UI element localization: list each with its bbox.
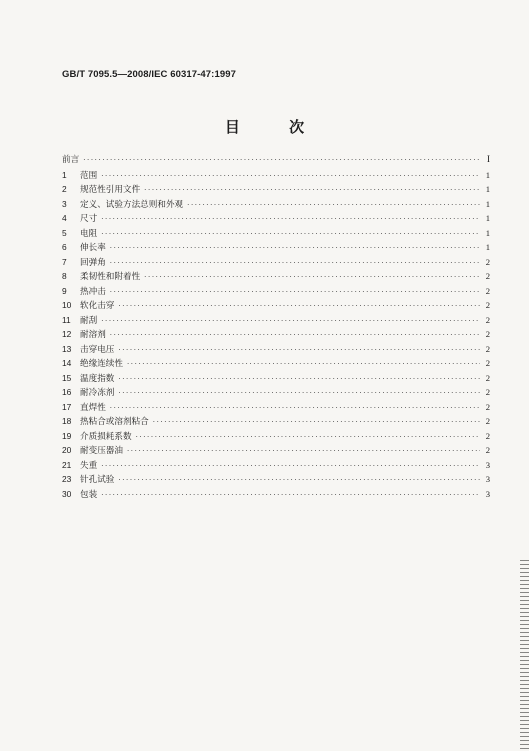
toc-leader-dots (153, 415, 480, 430)
toc-entry-label: 尺寸 (80, 214, 98, 224)
toc-entry-list (62, 168, 490, 502)
toc-entry-number: 8 (62, 271, 67, 281)
toc-leader-dots (144, 183, 480, 198)
toc-entry-number: 7 (62, 256, 67, 267)
toc-entry-page: 3 (485, 459, 490, 470)
toc-leader-dots (101, 488, 480, 503)
toc-entry-label: 定义、试验方法总则和外观 (80, 199, 184, 210)
toc-leader-dots (101, 459, 480, 474)
toc-entry-number: 30 (62, 488, 72, 499)
toc-entry[interactable] (62, 429, 490, 444)
table-of-contents (62, 153, 490, 501)
toc-leader-dots (110, 401, 480, 416)
toc-leader-dots (101, 169, 480, 184)
toc-leader-dots (110, 256, 480, 271)
toc-entry[interactable] (62, 385, 490, 400)
toc-entry-page: 1 (485, 227, 490, 238)
toc-entry-number: 15 (62, 372, 72, 383)
toc-entry-page: 2 (485, 387, 490, 397)
toc-entry[interactable] (62, 342, 490, 357)
toc-entry-label: 直焊性 (80, 402, 106, 413)
toc-entry-number: 3 (62, 198, 67, 209)
toc-leader-dots (118, 299, 480, 314)
scan-edge-artifact (520, 560, 529, 751)
toc-entry-label: 柔韧性和附着性 (80, 272, 141, 282)
toc-entry[interactable] (62, 371, 490, 386)
toc-entry-page: 1 (485, 184, 490, 194)
toc-entry-page: 3 (485, 488, 490, 499)
toc-entry[interactable] (62, 327, 490, 342)
toc-entry-label: 规范性引用文件 (80, 185, 141, 195)
toc-entry-number: 11 (62, 314, 71, 325)
toc-leader-dots (136, 430, 480, 445)
toc-entry[interactable] (62, 356, 490, 371)
toc-entry-label: 耐溶剂 (80, 330, 106, 340)
toc-entry[interactable] (62, 298, 490, 313)
toc-entry-number: 21 (62, 459, 72, 470)
toc-entry-page: 2 (485, 372, 490, 383)
toc-entry-number: 1 (62, 169, 67, 180)
toc-entry[interactable] (62, 182, 490, 197)
toc-leader-dots (144, 270, 480, 285)
toc-entry[interactable] (62, 487, 490, 502)
toc-entry-label: 介质损耗系数 (80, 431, 132, 442)
toc-entry-label: 热粘合或溶剂粘合 (80, 417, 149, 427)
toc-entry[interactable] (62, 226, 490, 241)
toc-leader-dots (187, 198, 480, 213)
toc-entry-page: 2 (485, 430, 490, 441)
standard-code-header: GB/T 7095.5—2008/IEC 60317-47:1997 (62, 69, 236, 80)
toc-entry-label: 范围 (80, 170, 98, 181)
toc-entry-page: 2 (485, 271, 490, 281)
toc-entry-number: 23 (62, 474, 72, 484)
toc-entry-page: 2 (485, 314, 490, 325)
toc-entry-page: 1 (485, 213, 490, 223)
toc-entry-page: 1 (485, 242, 490, 252)
toc-entry-label: 温度指数 (80, 373, 115, 384)
toc-entry-number: 18 (62, 416, 72, 426)
toc-leader-dots (110, 241, 480, 256)
toc-entry-page: 2 (485, 329, 490, 339)
toc-entry[interactable] (62, 269, 490, 284)
toc-entry-number: 12 (62, 329, 72, 339)
toc-entry-page: 2 (485, 256, 490, 267)
toc-entry-number: 17 (62, 401, 72, 412)
toc-entry-number: 2 (62, 184, 67, 194)
toc-entry-number: 20 (62, 445, 72, 455)
toc-leader-dots (127, 444, 480, 459)
toc-entry-number: 16 (62, 387, 72, 397)
toc-entry-preface[interactable] (62, 153, 490, 168)
toc-entry[interactable] (62, 168, 490, 183)
toc-entry-page: 2 (485, 343, 490, 354)
toc-leader-dots (118, 343, 480, 358)
toc-entry-label: 软化击穿 (80, 301, 115, 311)
toc-entry-label: 失重 (80, 460, 98, 471)
toc-entry-page: 2 (485, 358, 490, 368)
toc-entry-page: 1 (485, 198, 490, 209)
toc-entry-number: 14 (62, 358, 72, 368)
toc-entry-page: 2 (485, 300, 490, 310)
toc-entry-label: 伸长率 (80, 243, 106, 253)
toc-entry-label: 电阻 (80, 228, 98, 239)
toc-entry[interactable] (62, 414, 490, 429)
toc-entry-label: 包装 (80, 489, 98, 500)
toc-entry-label: 绝缘连续性 (80, 359, 123, 369)
toc-entry-number: 13 (62, 343, 72, 354)
toc-entry[interactable] (62, 472, 490, 487)
toc-entry[interactable] (62, 458, 490, 473)
toc-entry-label: 耐变压器油 (80, 446, 123, 456)
toc-leader-dots (110, 328, 480, 343)
toc-entry-page: 3 (485, 474, 490, 484)
toc-entry-label: 回弹角 (80, 257, 106, 268)
toc-entry[interactable] (62, 443, 490, 458)
toc-entry-label: 耐刮 (80, 315, 98, 326)
toc-leader-dots (118, 386, 480, 401)
toc-entry-page: 2 (485, 285, 490, 296)
toc-entry-label: 针孔试验 (80, 475, 115, 485)
toc-entry-number: 19 (62, 430, 72, 441)
toc-entry[interactable] (62, 197, 490, 212)
toc-entry-number: 6 (62, 242, 67, 252)
toc-entry-number: 10 (62, 300, 72, 310)
toc-leader-dots (118, 473, 480, 488)
toc-leader-dots (101, 314, 480, 329)
toc-entry[interactable] (62, 284, 490, 299)
toc-entry-number: 5 (62, 227, 67, 238)
toc-leader-dots (118, 372, 480, 387)
toc-entry-label: 击穿电压 (80, 344, 115, 355)
toc-entry[interactable] (62, 211, 490, 226)
toc-entry[interactable] (62, 400, 490, 415)
toc-entry-label: 热冲击 (80, 286, 106, 297)
toc-entry-label: 耐冷冻剂 (80, 388, 115, 398)
toc-entry-label: 前言 (62, 155, 80, 165)
toc-leader-dots (101, 212, 480, 227)
toc-entry-page: I (486, 155, 490, 165)
toc-entry-page: 1 (485, 169, 490, 180)
toc-entry[interactable] (62, 255, 490, 270)
toc-leader-dots (127, 357, 480, 372)
toc-entry-number: 4 (62, 213, 67, 223)
toc-leader-dots (101, 227, 480, 242)
page-title: 目 次 (224, 118, 327, 136)
toc-entry[interactable] (62, 313, 490, 328)
toc-entry-page: 2 (485, 401, 490, 412)
toc-leader-dots (110, 285, 480, 300)
toc-leader-dots (83, 153, 480, 168)
toc-entry[interactable] (62, 240, 490, 255)
toc-entry-page: 2 (485, 445, 490, 455)
toc-entry-page: 2 (485, 416, 490, 426)
toc-entry-number: 9 (62, 285, 67, 296)
